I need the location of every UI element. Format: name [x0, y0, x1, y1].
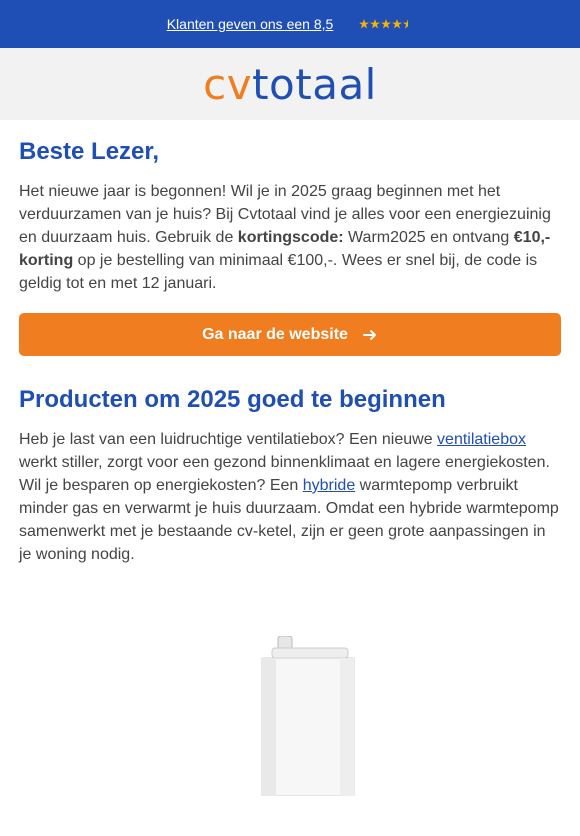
products-heading: Producten om 2025 goed te beginnen	[19, 386, 446, 413]
hybride-link[interactable]: hybride	[302, 477, 356, 494]
rating-link[interactable]: Klanten geven ons een 8,5	[166, 16, 334, 32]
products-text: werkt stiller, zorgt voor een gezond binnenklimaat en lagere energiekosten. Wil je besparen op energiekosten? Een	[19, 454, 550, 494]
products-text: warmtepomp verbruikt minder gas en verwarmt je huis duurzaam. Omdat een hybride warmtepomp samenwerkt met je bestaande cv-ketel, zijn er geen grote aanpassingen in je woning nodig.	[19, 477, 559, 563]
logo-totaal: totaal	[252, 59, 377, 109]
greeting-heading: Beste Lezer,	[19, 138, 160, 165]
ventilatiebox-link[interactable]: ventilatiebox	[437, 431, 526, 448]
star-half-icon	[403, 19, 413, 29]
boiler-product-image[interactable]	[254, 636, 364, 796]
intro-text: Het nieuwe jaar is begonnen! Wil je in 2025 graag beginnen met het verduurzamen van je huis? Bij Cvtotaal vind je alles voor een energiezuinig en duurzaam huis. Gebruik de	[19, 183, 551, 246]
email-content	[0, 138, 580, 836]
intro-text: op je bestelling van minimaal €100,-. Wees er snel bij, de code is geldig tot en met 12 januari.	[19, 252, 538, 292]
intro-text: Warm2025 en ontvang	[343, 229, 514, 246]
website-button-label: Ga naar de website	[202, 325, 348, 343]
rating-bar	[0, 0, 580, 48]
arrow-right-icon	[362, 327, 378, 343]
products-paragraph	[19, 428, 561, 566]
rating-stars	[359, 19, 413, 29]
cvtotaal-logo[interactable]	[203, 60, 377, 109]
star-icon	[370, 19, 380, 29]
logo-cv: cv	[203, 59, 253, 109]
star-icon	[359, 19, 369, 29]
star-icon	[392, 19, 402, 29]
product-image-area	[19, 606, 561, 836]
website-button[interactable]	[19, 313, 561, 356]
intro-paragraph	[19, 180, 561, 295]
star-icon	[381, 19, 391, 29]
intro-bold-code: kortingscode:	[237, 229, 344, 246]
products-text: Heb je last van een luidruchtige ventilatiebox? Een nieuwe	[19, 431, 438, 448]
email-header	[0, 48, 580, 120]
intro-bold-discount: €10,- korting	[19, 229, 551, 269]
